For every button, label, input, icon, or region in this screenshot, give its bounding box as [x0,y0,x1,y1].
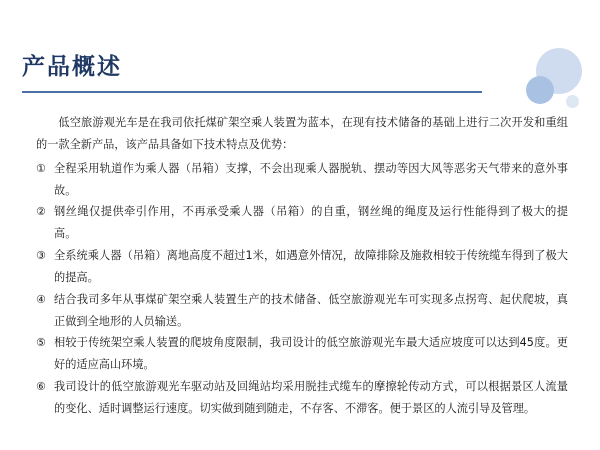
list-item-text: 全系统乘人器（吊箱）离地高度不超过1米，如遇意外情况，故障排除及施救相较于传统缆车得到了极大的提高。 [54,249,568,284]
intro-paragraph: 低空旅游观光车是在我司依托煤矿架空乘人装置为蓝本，在现有技术储备的基础上进行二次开发和重组的一款全新产品，该产品具备如下技术特点及优势： [36,116,568,151]
list-item-marker: ⑤ [36,336,46,350]
list-item-text: 全程采用轨道作为乘人器（吊箱）支撑，不会出现乘人器脱轨、摆动等因大风等恶劣天气带来的意外事故。 [54,161,568,197]
list-item [36,201,568,245]
slide-body [36,112,568,420]
list-item [36,158,568,202]
list-item-text: 结合我司多年从事煤矿架空乘人装置生产的技术储备、低空旅游观光车可实现多点拐弯、起伏爬坡，真正做到全地形的人员输送。 [54,292,568,328]
title-divider [22,91,482,93]
list-item-text: 钢丝绳仅提供牵引作用，不再承受乘人器（吊箱）的自重，钢丝绳的绳度及运行性能得到了极大的提高。 [54,205,568,241]
list-item-text: 我司设计的低空旅游观光车驱动站及回绳站均采用脱挂式缆车的摩擦轮传动方式，可以根据景区人流量的变化、适时调整运行速度。切实做到随到随走，不存客、不滞客。便于景区的人流引导及管理。 [54,380,568,415]
page-title-container [22,55,422,80]
list-item [36,289,568,333]
list-item-marker: ① [36,161,46,175]
list-item-marker: ④ [36,292,46,306]
decorative-circle-small [566,95,579,108]
decorative-circle-medium [526,76,554,104]
list-item [36,332,568,376]
list-item [36,376,568,420]
decorative-circle-large [536,48,582,94]
list-item-text: 相较于传统架空乘人装置的爬坡角度限制，我司设计的低空旅游观光车最大适应坡度可以达到45度。更好的适应高山环境。 [54,336,568,372]
list-item-marker: ③ [36,249,46,263]
list-item-marker: ② [36,205,46,219]
list-item [36,245,568,289]
points-list [36,158,568,420]
page-title: 产品概述 [22,54,122,80]
list-item-marker: ⑥ [36,380,46,394]
